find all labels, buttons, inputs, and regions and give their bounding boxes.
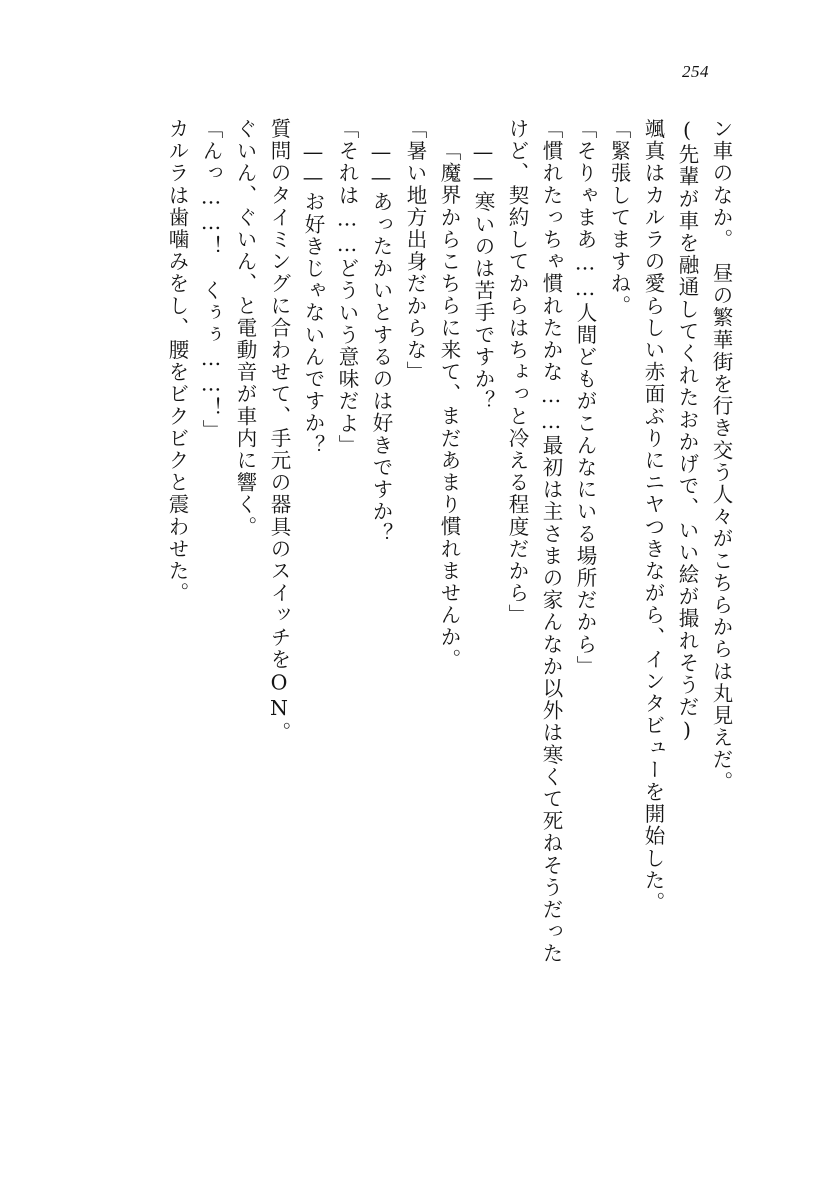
text-line: カルラは歯噛みをし、腰をビクビクと震わせた。 [165, 118, 189, 605]
text-line: 質問のタイミングに合わせて、手元の器具のスイッチをON。 [267, 118, 291, 744]
text-line: 「魔界からこちらに来て、まだあまり慣れませんか。 [437, 140, 461, 671]
text-line: ぐいん、ぐいん、と電動音が車内に響く。 [233, 118, 257, 538]
text-line: 「そりゃまあ……人間どもがこんなにいる場所だから」 [573, 118, 597, 678]
text-line: 颯真はカルラの愛らしい赤面ぶりにニヤつきながら、インタビューを開始した。 [641, 118, 665, 914]
text-line: ン車のなか。 昼の繁華街を行き交う人々がこちらからは丸見えだ。 [709, 118, 733, 793]
vertical-text-body [60, 118, 731, 1112]
text-line: (先輩が車を融通してくれたおかげで、いい絵が撮れそうだ) [675, 118, 699, 744]
text-line: ——寒いのは苦手ですか？ [471, 140, 495, 413]
text-line: ——お好きじゃないんですか？ [301, 140, 325, 457]
text-line: 「んっ……！ くぅぅ……！」 [199, 118, 223, 442]
text-line: 「緊張してますね。 [607, 118, 631, 317]
text-line: ——あったかいとするのは好きですか？ [369, 140, 393, 545]
text-line: けど、契約してからはちょっと冷える程度だから」 [505, 118, 529, 627]
page-number: 254 [682, 62, 709, 81]
text-line: 「それは……どういう意味だよ」 [335, 118, 359, 457]
text-line: 「慣れたっちゃ慣れたかな……最初は主さまの家んなか以外は寒くて死ねそうだった [539, 118, 563, 965]
text-line: 「暑い地方出身だからな」 [403, 118, 427, 384]
